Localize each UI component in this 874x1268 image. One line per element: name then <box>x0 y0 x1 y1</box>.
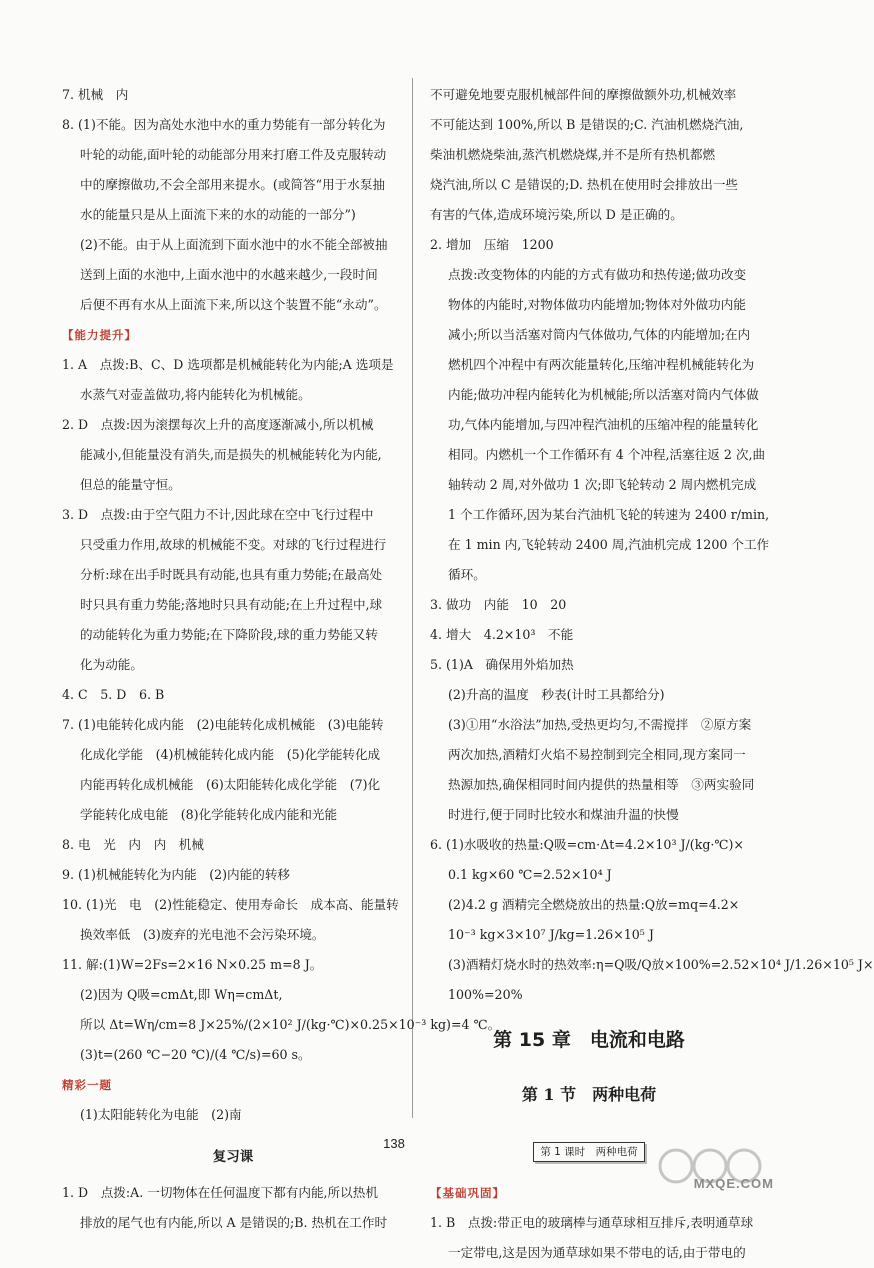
right-column-basic-answers <box>430 1208 754 1268</box>
text-line: 物体的内能时,对物体做功内能增加;物体对外做功内能 <box>448 297 746 312</box>
text-line: 分析:球在出手时既具有动能,也具有重力势能;在最高处 <box>80 567 383 582</box>
text-line: 循环。 <box>448 567 486 582</box>
text-line: 4. C 5. D 6. B <box>62 687 165 702</box>
chapter-title: 第 15 章 电流和电路 <box>493 1029 685 1051</box>
text-line: (3)①用“水浴法”加热,受热更均匀,不需搅拌 ②原方案 <box>448 717 752 732</box>
watermark-text: MXQE.COM <box>693 1176 774 1191</box>
text-line: 精彩一题 <box>62 1078 112 1092</box>
text-line: 一定带电,这是因为通草球如果不带电的话,由于带电的 <box>448 1245 746 1260</box>
text-line: 7. (1)电能转化成内能 (2)电能转化成机械能 (3)电能转 <box>62 717 384 732</box>
page-number: 138 <box>383 1136 405 1151</box>
text-line: 2. 增加 压缩 1200 <box>430 237 554 252</box>
text-line: 点拨:改变物体的内能的方式有做功和热传递;做功改变 <box>448 267 747 282</box>
text-line: 8. 电 光 内 内 机械 <box>62 837 204 852</box>
right-column <box>430 80 874 1268</box>
text-line: 1 个工作循环,因为某台汽油机飞轮的转速为 2400 r/min, <box>448 507 770 522</box>
basic-label: 【基础巩固】 <box>430 1186 505 1200</box>
text-line: 1. A 点拨:B、C、D 选项都是机械能转化为内能;A 选项是 <box>62 357 394 372</box>
text-line: (1)太阳能转化为电能 (2)南 <box>80 1107 242 1122</box>
text-line: 排放的尾气也有内能,所以 A 是错误的;B. 热机在工作时 <box>80 1215 388 1230</box>
text-line: 化为动能。 <box>80 657 143 672</box>
text-line: 7. 机械 内 <box>62 87 129 102</box>
text-line: 不可避免地要克服机械部件间的摩擦做额外功,机械效率 <box>430 87 737 102</box>
text-line: (2)因为 Q吸=cmΔt,即 Wη=cmΔt, <box>80 987 283 1002</box>
text-line: 烧汽油,所以 C 是错误的;D. 热机在使用时会排放出一些 <box>430 177 739 192</box>
text-line: (2)4.2 g 酒精完全燃烧放出的热量:Q放=mq=4.2× <box>448 897 740 912</box>
text-line: 减小;所以当活塞对筒内气体做功,气体的内能增加;在内 <box>448 327 751 342</box>
text-line: 10. (1)光 电 (2)性能稳定、使用寿命长 成本高、能量转 <box>62 897 399 912</box>
text-line: (3)酒精灯烧水时的热效率:η=Q吸/Q放×100%=2.52×10⁴ J/1.26×10⁵ J× <box>448 957 874 972</box>
text-line: 送到上面的水池中,上面水池中的水越来越少,一段时间 <box>80 267 378 282</box>
text-line: 只受重力作用,故球的机械能不变。对球的飞行过程进行 <box>80 537 387 552</box>
text-line: 水蒸气对壶盖做功,将内能转化为机械能。 <box>80 387 311 402</box>
text-line: 100%=20% <box>448 987 523 1002</box>
right-column-answers <box>430 80 874 1010</box>
text-line: 1. B 点拨:带正电的玻璃棒与通草球相互排斥,表明通草球 <box>430 1215 754 1230</box>
text-line: 6. (1)水吸收的热量:Q吸=cm·Δt=4.2×10³ J/(kg·℃)× <box>430 837 744 852</box>
text-line: 两次加热,酒精灯火焰不易控制到完全相同,现方案同一 <box>448 747 746 762</box>
text-line: 5. (1)A 确保用外焰加热 <box>430 657 574 672</box>
text-line: 燃机四个冲程中有两次能量转化,压缩冲程机械能转化为 <box>448 357 755 372</box>
text-line: 【能力提升】 <box>62 328 137 342</box>
text-line: 时进行,便于同时比较水和煤油升温的快慢 <box>448 807 679 822</box>
text-line: 不可能达到 100%,所以 B 是错误的;C. 汽油机燃烧汽油, <box>430 117 744 132</box>
text-line: 2. D 点拨:因为滚摆每次上升的高度逐渐减小,所以机械 <box>62 417 374 432</box>
text-line: 3. D 点拨:由于空气阻力不计,因此球在空中飞行过程中 <box>62 507 374 522</box>
text-line: 后便不再有水从上面流下来,所以这个装置不能“永动”。 <box>80 297 387 312</box>
text-line: 水的能量只是从上面流下来的水的动能的一部分”) <box>80 207 356 222</box>
text-line: 时只具有重力势能;落地时只具有动能;在上升过程中,球 <box>80 597 383 612</box>
text-line: 中的摩擦做功,不会全部用来提水。(或简答“用于水泵抽 <box>80 177 386 192</box>
text-line: 11. 解:(1)W=2Fs=2×16 N×0.25 m=8 J。 <box>62 957 323 972</box>
text-line: 内能;做功冲程内能转化为机械能;所以活塞对筒内气体做 <box>448 387 759 402</box>
text-line: 内能再转化成机械能 (6)太阳能转化成化学能 (7)化 <box>80 777 381 792</box>
text-line: 功,气体内能增加,与四冲程汽油机的压缩冲程的能量转化 <box>448 417 759 432</box>
text-line: 4. 增大 4.2×10³ 不能 <box>430 627 574 642</box>
text-line: 有害的气体,造成环境污染,所以 D 是正确的。 <box>430 207 683 222</box>
text-line: 8. (1)不能。因为高处水池中水的重力势能有一部分转化为 <box>62 117 386 132</box>
text-line: 热源加热,确保相同时间内提供的热量相等 ③两实验同 <box>448 777 755 792</box>
text-line: 的动能转化为重力势能;在下降阶段,球的重力势能又转 <box>80 627 378 642</box>
text-line: 复习课 <box>212 1149 254 1165</box>
text-line: 化成化学能 (4)机械能转化成内能 (5)化学能转化成 <box>80 747 381 762</box>
section-title: 第 1 节 两种电荷 <box>521 1085 657 1104</box>
text-line: 但总的能量守恒。 <box>80 477 181 492</box>
text-line: 学能转化成电能 (8)化学能转化成内能和光能 <box>80 807 338 822</box>
text-line: 相同。内燃机一个工作循环有 4 个冲程,活塞往返 2 次,曲 <box>448 447 766 462</box>
text-line: 轴转动 2 周,对外做功 1 次;即飞轮转动 2 周内燃机完成 <box>448 477 757 492</box>
text-line: 能减小,但能量没有消失,而是损失的机械能转化为内能, <box>80 447 382 462</box>
text-line: 10⁻³ kg×3×10⁷ J/kg=1.26×10⁵ J <box>448 927 654 942</box>
text-line: 1. D 点拨:A. 一切物体在任何温度下都有内能,所以热机 <box>62 1185 378 1200</box>
text-line: (3)t=(260 ℃−20 ℃)/(4 ℃/s)=60 s。 <box>80 1047 311 1062</box>
text-line: 柴油机燃烧柴油,蒸汽机燃烧煤,并不是所有热机都燃 <box>430 147 716 162</box>
column-divider <box>412 78 413 1118</box>
text-line: 叶轮的动能,面叶轮的动能部分用来打磨工件及克服转动 <box>80 147 387 162</box>
text-line: 0.1 kg×60 ℃=2.52×10⁴ J <box>448 867 612 882</box>
text-line: 换效率低 (3)废弃的光电池不会污染环境。 <box>80 927 325 942</box>
text-line: 3. 做功 内能 10 20 <box>430 597 567 612</box>
text-line: 在 1 min 内,飞轮转动 2400 周,汽油机完成 1200 个工作 <box>448 537 770 552</box>
text-line: 所以 Δt=Wη/cm=8 J×25%/(2×10² J/(kg·℃)×0.25×10⁻³ kg)=4 ℃。 <box>80 1017 501 1032</box>
text-line: (2)升高的温度 秒表(计时工具都给分) <box>448 687 665 702</box>
text-line: 9. (1)机械能转化为内能 (2)内能的转移 <box>62 867 291 882</box>
lesson-label: 第 1 课时 两种电荷 <box>533 1142 644 1162</box>
text-line: (2)不能。由于从上面流到下面水池中的水不能全部被抽 <box>80 237 388 252</box>
